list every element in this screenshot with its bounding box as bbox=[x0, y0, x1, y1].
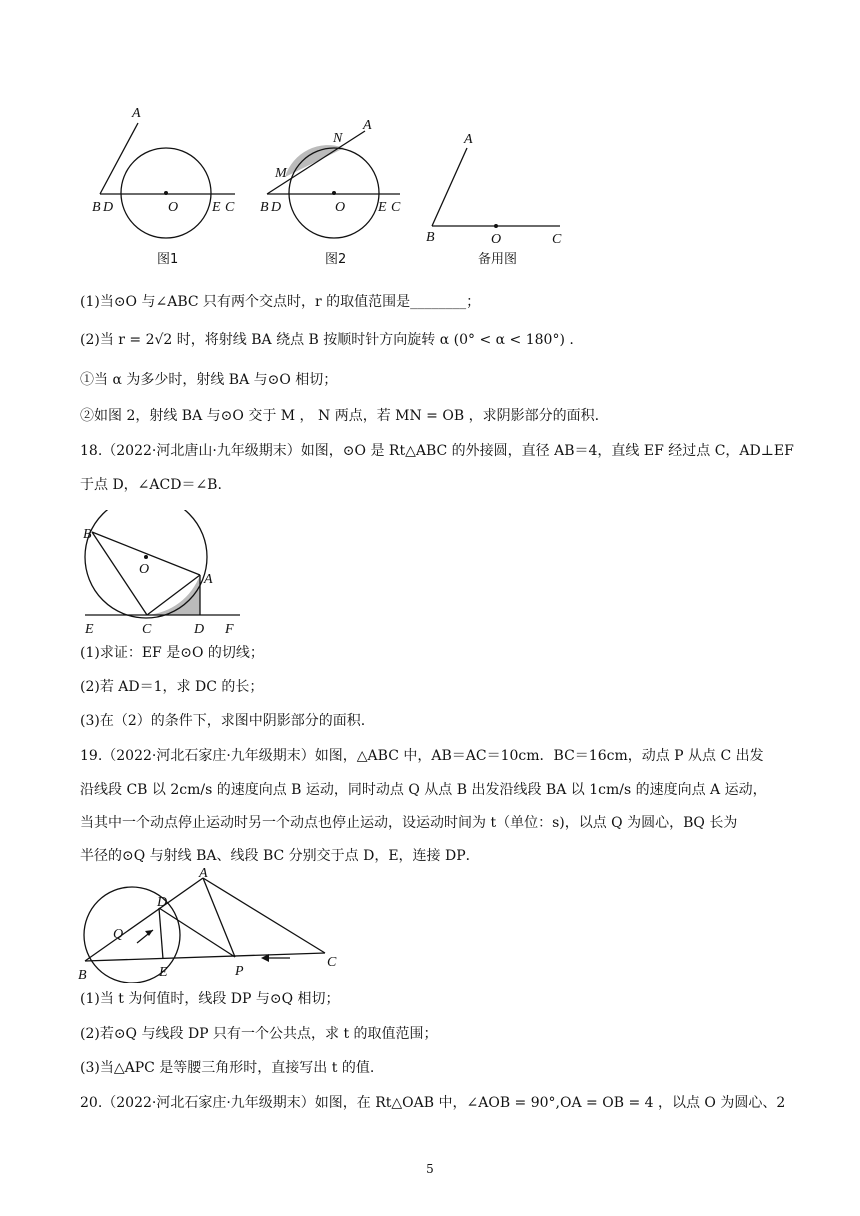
label-E: E bbox=[212, 200, 221, 215]
label-B: B bbox=[92, 200, 101, 215]
label-A: A bbox=[199, 868, 208, 881]
q19-stem-line2: 沿线段 CB 以 2cm/s 的速度向点 B 运动，同时动点 Q 从点 B 出发沿线段 BA 以 1cm/s 的速度向点 A 运动， bbox=[80, 782, 767, 798]
label-B: B bbox=[260, 200, 269, 215]
q19-part1: (1)当 t 为何值时，线段 DP 与⊙Q 相切； bbox=[80, 991, 340, 1007]
q18-part3: (3)在（2）的条件下，求图中阴影部分的面积. bbox=[80, 713, 366, 729]
figure-1 bbox=[92, 106, 235, 238]
label-Q: Q bbox=[113, 927, 124, 942]
q17-part2b: ②如图 2，射线 BA 与⊙O 交于 M ， N 两点，若 MN = OB ，求阴影部分的面积. bbox=[80, 408, 600, 424]
label-C: C bbox=[142, 622, 152, 637]
label-D: D bbox=[194, 622, 205, 637]
label-B: B bbox=[83, 527, 92, 542]
q17-part2a: ①当 α 为多少时，射线 BA 与⊙O 相切； bbox=[80, 372, 338, 388]
q19-part2: (2)若⊙Q 与线段 DP 只有一个公共点，求 t 的取值范围； bbox=[80, 1026, 438, 1042]
label-O: O bbox=[491, 232, 502, 247]
q18-stem-line1: 18.（2022·河北唐山·九年级期末）如图，⊙O 是 Rt△ABC 的外接圆，直径 AB＝4，直线 EF 经过点 C，AD⊥EF bbox=[80, 443, 794, 459]
q18-part1: (1)求证：EF 是⊙O 的切线； bbox=[80, 645, 264, 661]
caption-fig1: 图1 bbox=[157, 252, 179, 267]
label-O: O bbox=[335, 200, 346, 215]
label-M: M bbox=[275, 166, 287, 181]
label-E: E bbox=[159, 965, 168, 980]
label-A: A bbox=[363, 118, 372, 133]
label-C: C bbox=[552, 232, 562, 247]
label-A: A bbox=[132, 106, 141, 121]
q18-stem-line2: 于点 D，∠ACD＝∠B. bbox=[80, 477, 222, 493]
label-O: O bbox=[168, 200, 179, 215]
label-E: E bbox=[85, 622, 94, 637]
q19-stem-line1: 19.（2022·河北石家庄·九年级期末）如图，△ABC 中，AB＝AC＝10cm．BC＝16cm，动点 P 从点 C 出发 bbox=[80, 748, 764, 764]
label-F: F bbox=[225, 622, 234, 637]
page-number: 5 bbox=[426, 1162, 434, 1176]
label-E: E bbox=[378, 200, 387, 215]
q19-stem-line3: 当其中一个动点停止运动时另一个动点也停止运动，设运动时间为 t（单位：s)，以点 Q 为圆心，BQ 长为 bbox=[80, 815, 738, 831]
caption-fig2: 图2 bbox=[325, 252, 347, 267]
label-P: P bbox=[235, 964, 244, 979]
label-D: D bbox=[103, 200, 114, 215]
figure-2 bbox=[260, 118, 401, 238]
q17-part2: (2)当 r = 2√2 时，将射线 BA 绕点 B 按顺时针方向旋转 α (0° < α < 180°) . bbox=[80, 332, 574, 348]
q17-part1: (1)当⊙O 与∠ABC 只有两个交点时，r 的取值范围是________； bbox=[80, 294, 481, 310]
label-C: C bbox=[327, 955, 337, 970]
label-O: O bbox=[139, 562, 150, 577]
q18-part2: (2)若 AD＝1，求 DC 的长； bbox=[80, 679, 264, 695]
label-N: N bbox=[333, 131, 343, 146]
label-C: C bbox=[225, 200, 235, 215]
caption-spare: 备用图 bbox=[478, 252, 518, 267]
q18-figure bbox=[80, 510, 250, 640]
q20-stem-line1: 20.（2022·河北石家庄·九年级期末）如图，在 Rt△OAB 中，∠AOB = 90°,OA = OB = 4 ，以点 O 为圆心、2 bbox=[80, 1095, 786, 1111]
label-D: D bbox=[271, 200, 282, 215]
label-B: B bbox=[426, 230, 435, 245]
label-B: B bbox=[78, 968, 87, 983]
spare-figure bbox=[426, 132, 562, 247]
label-D: D bbox=[157, 895, 168, 910]
q19-stem-line4: 半径的⊙Q 与射线 BA、线段 BC 分别交于点 D，E，连接 DP． bbox=[80, 848, 480, 864]
q19-part3: (3)当△APC 是等腰三角形时，直接写出 t 的值. bbox=[80, 1060, 375, 1076]
label-A: A bbox=[204, 572, 213, 587]
label-A: A bbox=[464, 132, 473, 147]
label-C: C bbox=[391, 200, 401, 215]
q19-figure bbox=[75, 868, 355, 983]
